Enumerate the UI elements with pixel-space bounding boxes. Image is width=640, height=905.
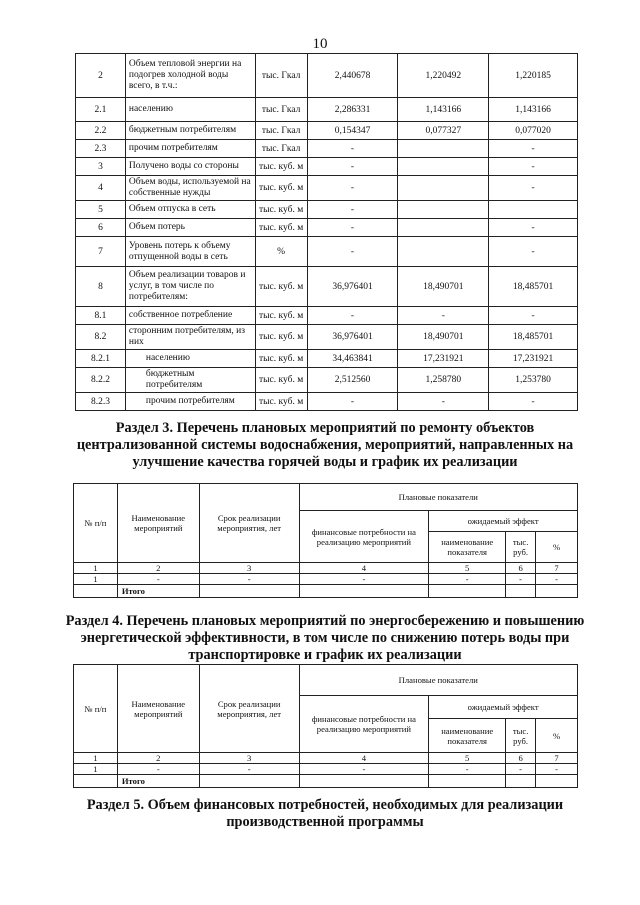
row-value-1: - bbox=[307, 201, 398, 219]
col-indicator: наименование показателя bbox=[429, 719, 506, 753]
table-row bbox=[76, 368, 578, 393]
section-3-title: Раздел 3. Перечень плановых мероприятий по ремонту объектов централизованной системы водоснабжения, мероприятий, направленных на улучшение качества горячей воды и график их реализации bbox=[76, 420, 574, 470]
col-percent: % bbox=[536, 532, 578, 563]
row-number: 2.1 bbox=[76, 98, 126, 122]
row-value-1: 36,976401 bbox=[307, 325, 398, 350]
row-name: собственное потребление bbox=[125, 307, 255, 325]
row-value-2: 17,231921 bbox=[398, 350, 489, 368]
row-number: 8.2.2 bbox=[76, 368, 126, 393]
row-name: Уровень потерь к объему отпущенной воды в сеть bbox=[125, 237, 255, 267]
row-value-1: - bbox=[307, 158, 398, 176]
row-value-1: - bbox=[307, 237, 398, 267]
table-row bbox=[76, 350, 578, 368]
row-name: Получено воды со стороны bbox=[125, 158, 255, 176]
col-effect: ожидаемый эффект bbox=[429, 696, 578, 719]
table-row bbox=[76, 122, 578, 140]
row-value-3: 18,485701 bbox=[489, 325, 578, 350]
row-name: Объем воды, используемой на собственные нужды bbox=[125, 176, 255, 201]
row-value-2: 1,220492 bbox=[398, 54, 489, 98]
row-unit: тыс. Гкал bbox=[255, 54, 307, 98]
row-value-3: - bbox=[489, 307, 578, 325]
row-value-2: - bbox=[398, 307, 489, 325]
row-value-1: - bbox=[307, 307, 398, 325]
row-value-3: 0,077020 bbox=[489, 122, 578, 140]
row-unit: тыс. куб. м bbox=[255, 393, 307, 411]
page-number: 10 bbox=[312, 36, 328, 52]
total-row: Итого bbox=[74, 585, 578, 598]
energy-saving-activities-table bbox=[73, 664, 578, 788]
row-value-2 bbox=[398, 140, 489, 158]
row-number: 2.2 bbox=[76, 122, 126, 140]
table-row bbox=[76, 325, 578, 350]
col-planned: Плановые показатели bbox=[299, 484, 577, 511]
table-row bbox=[76, 98, 578, 122]
row-value-2: - bbox=[398, 393, 489, 411]
row-number: 6 bbox=[76, 219, 126, 237]
row-number: 8 bbox=[76, 267, 126, 307]
col-planned: Плановые показатели bbox=[299, 665, 577, 696]
row-value-3: - bbox=[489, 393, 578, 411]
col-finance: финансовые потребности на реализацию мероприятий bbox=[299, 696, 429, 753]
row-value-1: 34,463841 bbox=[307, 350, 398, 368]
table-row: 1 - - - - - - bbox=[74, 764, 578, 775]
row-name: Объем тепловой энергии на подогрев холодной воды всего, в т.ч.: bbox=[125, 54, 255, 98]
row-value-3: - bbox=[489, 237, 578, 267]
row-value-2: 0,077327 bbox=[398, 122, 489, 140]
row-value-1: 36,976401 bbox=[307, 267, 398, 307]
col-activity-name: Наименование мероприятий bbox=[117, 484, 199, 563]
col-indicator: наименование показателя bbox=[429, 532, 506, 563]
row-value-1: 0,154347 bbox=[307, 122, 398, 140]
row-unit: тыс. куб. м bbox=[255, 267, 307, 307]
table-row bbox=[76, 201, 578, 219]
col-finance: финансовые потребности на реализацию мероприятий bbox=[299, 511, 429, 563]
row-name: прочим потребителям bbox=[125, 393, 255, 411]
col-term: Срок реализации мероприятия, лет bbox=[199, 665, 299, 753]
row-number: 8.2 bbox=[76, 325, 126, 350]
row-value-2: 1,143166 bbox=[398, 98, 489, 122]
row-name: Объем потерь bbox=[125, 219, 255, 237]
table-row bbox=[76, 54, 578, 98]
row-unit: тыс. Гкал bbox=[255, 98, 307, 122]
row-unit: тыс. куб. м bbox=[255, 158, 307, 176]
row-value-2: 1,258780 bbox=[398, 368, 489, 393]
row-number: 3 bbox=[76, 158, 126, 176]
row-value-3: 18,485701 bbox=[489, 267, 578, 307]
row-number: 8.2.1 bbox=[76, 350, 126, 368]
row-unit: тыс. куб. м bbox=[255, 201, 307, 219]
row-value-1: - bbox=[307, 140, 398, 158]
col-activity-name: Наименование мероприятий bbox=[117, 665, 199, 753]
table-row bbox=[76, 307, 578, 325]
col-thousand-rub: тыс. руб. bbox=[506, 532, 536, 563]
row-unit: тыс. Гкал bbox=[255, 140, 307, 158]
row-value-3: 1,143166 bbox=[489, 98, 578, 122]
row-number: 8.1 bbox=[76, 307, 126, 325]
total-row: Итого bbox=[74, 775, 578, 788]
row-number: 2.3 bbox=[76, 140, 126, 158]
row-value-1: 2,440678 bbox=[307, 54, 398, 98]
row-number: 8.2.3 bbox=[76, 393, 126, 411]
row-value-3: - bbox=[489, 219, 578, 237]
column-numbers-row: 1 2 3 4 5 6 7 bbox=[74, 563, 578, 574]
row-number: 5 bbox=[76, 201, 126, 219]
row-value-1: - bbox=[307, 393, 398, 411]
section-4-title: Раздел 4. Перечень плановых мероприятий по энергосбережению и повышению энергетической эффективности, в том числе по снижению потерь воды при транспортировке и график их реализации bbox=[65, 613, 585, 663]
row-name: населению bbox=[125, 98, 255, 122]
row-value-3 bbox=[489, 201, 578, 219]
row-value-2 bbox=[398, 237, 489, 267]
row-value-2: 18,490701 bbox=[398, 267, 489, 307]
table-row bbox=[76, 393, 578, 411]
row-value-3: 17,231921 bbox=[489, 350, 578, 368]
col-number: № п/п bbox=[74, 665, 118, 753]
col-number: № п/п bbox=[74, 484, 118, 563]
row-value-2 bbox=[398, 201, 489, 219]
row-value-2 bbox=[398, 158, 489, 176]
row-value-1: 2,286331 bbox=[307, 98, 398, 122]
col-term: Срок реализации мероприятия, лет bbox=[199, 484, 299, 563]
volume-table bbox=[75, 53, 578, 411]
row-value-2: 18,490701 bbox=[398, 325, 489, 350]
row-unit: тыс. куб. м bbox=[255, 219, 307, 237]
row-unit: тыс. Гкал bbox=[255, 122, 307, 140]
col-effect: ожидаемый эффект bbox=[429, 511, 578, 532]
col-percent: % bbox=[536, 719, 578, 753]
row-value-3: - bbox=[489, 140, 578, 158]
table-row: 1 - - - - - - bbox=[74, 574, 578, 585]
row-value-2 bbox=[398, 219, 489, 237]
row-value-1: - bbox=[307, 176, 398, 201]
section-5-title: Раздел 5. Объем финансовых потребностей, необходимых для реализации производственной программы bbox=[86, 797, 564, 830]
table-row bbox=[76, 237, 578, 267]
row-unit: % bbox=[255, 237, 307, 267]
row-unit: тыс. куб. м bbox=[255, 368, 307, 393]
row-value-2 bbox=[398, 176, 489, 201]
repair-activities-table bbox=[73, 483, 578, 598]
row-number: 7 bbox=[76, 237, 126, 267]
row-value-3: 1,220185 bbox=[489, 54, 578, 98]
row-number: 2 bbox=[76, 54, 126, 98]
row-name: сторонним потребителям, из них bbox=[125, 325, 255, 350]
row-name: населению bbox=[125, 350, 255, 368]
row-value-1: - bbox=[307, 219, 398, 237]
row-value-1: 2,512560 bbox=[307, 368, 398, 393]
row-value-3: 1,253780 bbox=[489, 368, 578, 393]
row-name: Объем реализации товаров и услуг, в том числе по потребителям: bbox=[125, 267, 255, 307]
row-unit: тыс. куб. м bbox=[255, 307, 307, 325]
table-row bbox=[76, 158, 578, 176]
table-row bbox=[76, 140, 578, 158]
table-row bbox=[76, 267, 578, 307]
col-thousand-rub: тыс. руб. bbox=[506, 719, 536, 753]
table-row bbox=[76, 219, 578, 237]
row-unit: тыс. куб. м bbox=[255, 350, 307, 368]
row-name: бюджетным потребителям bbox=[125, 368, 255, 393]
row-unit: тыс. куб. м bbox=[255, 176, 307, 201]
row-number: 4 bbox=[76, 176, 126, 201]
row-value-3: - bbox=[489, 176, 578, 201]
row-value-3: - bbox=[489, 158, 578, 176]
row-name: прочим потребителям bbox=[125, 140, 255, 158]
row-name: Объем отпуска в сеть bbox=[125, 201, 255, 219]
row-name: бюджетным потребителям bbox=[125, 122, 255, 140]
table-row bbox=[76, 176, 578, 201]
row-unit: тыс. куб. м bbox=[255, 325, 307, 350]
column-numbers-row: 1 2 3 4 5 6 7 bbox=[74, 753, 578, 764]
